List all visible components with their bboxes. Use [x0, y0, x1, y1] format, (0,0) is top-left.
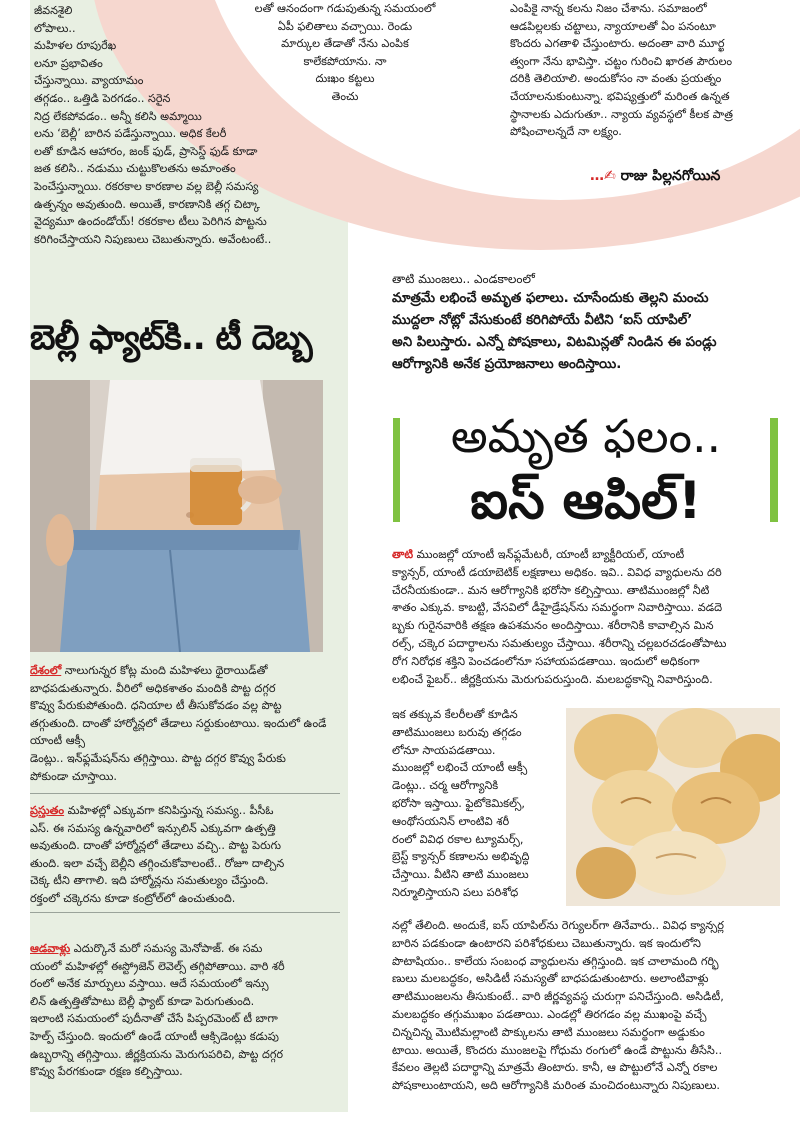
ice-apple-body-3: నల్లో తేలింది. అందుకే, ఐస్ యాపిల్‌ను రెగ్యులర్‌గా తినేవారు.. వివిధ క్యాన్సర్ల బారిన పడకుండా ఉంటారని పరిశోధకులు చెబుతున్నారు. ఇక ఇందులోని పొటాషియం.. కాలేయ సంబంధ వ్యాధులను తగ్గిస్తుంది. ఇక చాలామంది గర్భి ణులు మలబద్ధకం, అసిడిటీ సమస్యతో బాధపడుతుంటారు. అలాంటివాళ్లు తాటిముంజలను తీసుకుంటే.. వారి జీర్ణవ్యవస్థ చురుగ్గా పనిచేస్తుంది. అసిడిటీ, మలబద్ధకం తగ్గుముఖం పడతాయి. ఎండల్లో తిరగడం వల్ల ముఖంపై వచ్చే చిన్నచిన్న మొటిమల్లాంటి పొక్కులను తాటి ముంజలు సమర్థంగా అడ్డుకుం టాయి. అయితే, కొందరు ముంజలపై గోధుమ రంగులో ఉండే పొట్టును తీసేసి.. కేవలం తెల్లటి పదార్థాన్ని మాత్రమే తింటారు. కానీ, ఆ పొట్టులోనే ఎన్నో రకాల పోషకాలుంటాయని, అది ఆరోగ్యానికి మరింత మంచిదంటున్నారు నిపుణులు.: [392, 919, 724, 1093]
section-pcos-lead: ప్రస్తుతం: [30, 804, 65, 817]
belly-tea-photo: [30, 380, 323, 652]
ice-apple-photo: [566, 708, 780, 906]
section-thyroid-lead: దేశంలో: [30, 664, 62, 677]
belly-fat-headline: బెల్లీ ఫ్యాట్‌కి.. టీ దెబ్బ: [30, 318, 312, 358]
ice-apple-intro: [392, 270, 782, 376]
pen-icon: …✍: [590, 168, 621, 184]
section-divider: [30, 912, 340, 913]
ice-apple-headline-line2: ఐస్ ఆపిల్!: [470, 471, 702, 531]
story-middle-column: లతో ఆనందంగా గడుపుతున్న సమయంలో ఏపీ ఫలితాలు వచ్చాయి. రెండు మార్కుల తేడాతో నేను ఎంపిక కాలేకపోయాను. నా దుఃఖం కట్టలు తెంచు: [254, 2, 436, 103]
author-signature: [590, 168, 720, 187]
ice-apple-headline-line1: అమృత ఫలం..: [450, 409, 722, 463]
section-thyroid-text: నాలుగున్నర కోట్ల మంది మహిళలు థైరాయిడ్‌తో బాధపడుతున్నారు. వీరిలో అధికశాతం మందికి పొట్ట దగ్గర కొవ్వు పేరుకుపోతుంది. ధనియాల టీ తీసుకోవడం వల్ల పొట్ట తగ్గుతుంది. దాంతో హార్మోన్లలో తేడాలు సర్దుకుంటాయి. ఇందులో ఉండే యాంటీ ఆక్సీ డెంట్లు.. ఇన్‌ఫ్లమేషన్‌ను తగ్గిస్తాయి. పొట్ట దగ్గర కొవ్వు పేరుకు పోకుండా చూస్తాయి.: [30, 664, 327, 783]
section-thyroid: [30, 662, 340, 785]
ice-apple-body-1: [392, 546, 782, 688]
section-menopause-lead: ఆడవాళ్లు: [30, 942, 71, 955]
ice-apple-intro-line1: తాటి ముంజలు.. ఎండకాలంలో: [392, 272, 535, 286]
headline-bar-right: [770, 418, 778, 522]
author-name: రాజు పిల్లనగోయిన: [620, 168, 721, 184]
ice-apple-body-1-text: ముంజల్లో యాంటీ ఇన్‌ఫ్లమేటరీ, యాంటీ బ్యాక్టీరియల్, యాంటీ క్యాన్సర్, యాంటీ డయాబెటిక్ లక్షణాలు అధికం. ఇవి.. వివిధ వ్యాధులను దరి చేరనీయకుండా.. మన ఆరోగ్యానికి భరోసా కల్పిస్తాయి. తాటిముంజల్లో నీటి శాతం ఎక్కువ. కాబట్టి, వేసవిలో డీహైడ్రేషన్‌ను సమర్థంగా నివారిస్తాయి. వడదె బ్బకు గురైనవారికి తక్షణ ఉపశమనం అందిస్తాయి. శరీరానికి కావాల్సిన మిన రల్స్, చక్కెర పదార్థాలను సమతుల్యం చేస్తాయి. శరీరాన్ని చల్లబరచడంతోపాటు రోగ నిరోధక శక్తిని పెంచడంలోనూ సహాయపడతాయి. ఇందులో అధికంగా లభించే ఫైబర్.. జీర్ణక్రియను మెరుగుపరుస్తుంది. మలబద్ధకాన్ని నివారిస్తుంది.: [392, 548, 727, 686]
belly-intro-text: జీవనశైలి లోపాలు.. మహిళల రూపురేఖ లనూ ప్రభావితం చేస్తున్నాయి. వ్యాయామం తగ్గడం.. ఒత్తిడి పెరగడం.. సరైన నిద్ర లేకపోవడం.. అన్నీ కలిసి అమ్మాయి లను ‘బెల్లీ’ బారిన పడేస్తున్నాయి. అధిక కేలరీ లతో కూడిన ఆహారం, జంక్ ఫుడ్, ప్రాసెస్డ్ ఫుడ్ కూడా జత కలిసి.. నడుము చుట్టుకొలతను అమాంతం పెంచేస్తున్నాయి. రకరకాల కారణాల వల్ల బెల్లీ సమస్య ఉత్పన్నం అవుతుంది. అయితే, కారణానికి తగ్గ చిట్కా వైద్యమూ ఉందండోయ్! రకరకాల టీలు పెరిగిన పొట్టను కరిగించేస్తాయని నిపుణులు చెబుతున్నారు. అవేంటంటే..: [34, 4, 272, 246]
section-menopause-text: ఎదుర్కొనే మరో సమస్య మెనోపాజ్. ఈ సమ యంలో మహిళల్లో ఈస్ట్రోజెన్ లెవెల్స్ తగ్గిపోతాయి. వారి శరీ రంలో అనేక మార్పులు వస్తాయి. ఆదే సమయంలో ఇన్సు లిన్ ఉత్పత్తితోపాటు బెల్లీ ఫ్యాట్ కూడా పెరుగుతుంది. ఇలాంటి సమయంలో పుదీనాతో చేసే పిప్పరమెంట్ టీ బాగా హెల్ప్ చేస్తుంది. ఇందులో ఉండే యాంటీ ఆక్సిడెంట్లు కడుపు ఉబ్బరాన్ని తగ్గిస్తాయి. జీర్ణక్రియను మెరుగుపరిచి, పొట్ట దగ్గర కొవ్వు పేరగకుండా రక్షణ కల్పిస్తాయి.: [30, 942, 285, 1079]
headline-bar-left: [393, 418, 400, 522]
section-menopause: [30, 940, 340, 1081]
section-pcos-text: మహిళల్లో ఎక్కువగా కనిపిస్తున్న సమస్య.. పీసీఓ ఎస్. ఈ సమస్య ఉన్నవారిలో ఇన్సులిన్ ఎక్కువగా ఉత్పత్తి అవుతుంది. దాంతో హార్మోన్లలో తేడాలు వచ్చి.. పొట్ట పెరుగు తుంది. ఇలా వచ్చే బెల్లీని తగ్గించుకోవాలంటే.. రోజూ దాల్చిన చెక్క టీని తాగాలి. ఇది హార్మోన్లను సమతుల్యం చేస్తుంది. రక్తంలో చక్కెరను కూడా కంట్రోల్‌లో ఉంచుతుంది.: [30, 804, 285, 905]
section-pcos: [30, 802, 340, 908]
ice-apple-body-2: ఇక తక్కువ కేలరీలతో కూడిన తాటిముంజలు బరువు తగ్గడం లోనూ సాయపడతాయి. ముంజల్లో లభించే యాంటీ ఆక్సీ డెంట్లు.. చర్మ ఆరోగ్యానికి భరోసా ఇస్తాయి. ఫైటోకెమికల్స్, ఆంథోసయనిన్ లాంటివి శరీ రంలో వివిధ రకాల ట్యూమర్స్, బ్రెస్ట్ క్యాన్సర్ కణాలను అభివృద్ధి చేస్తాయి. వీటిని తాటి ముంజలు నిర్మూలిస్తాయని పలు పరిశోధ: [392, 708, 530, 899]
ice-apple-body-lead: తాటి: [392, 548, 414, 561]
ice-apple-intro-text: మాత్రమే లభించే అమృత ఫలాలు. చూసేందుకు తెల్లని మంచు ముద్దలా నోట్లో వేసుకుంటే కరిగిపోయే వీటిని ‘ఐస్ యాపిల్’ అని పిలుస్తారు. ఎన్నో పోషకాలు, విటమిన్లతో నిండిన ఈ పండ్లు ఆరోగ్యానికి అనేక ప్రయోజనాలు అందిస్తాయి.: [392, 291, 717, 372]
story-right-column: ఎంపికై నాన్న కలను నిజం చేశాను. సమాజంలో ఆడపిల్లలకు చట్టాలు, న్యాయాలతో ఏం పనంటూ కొందరు ఎగతాళి చేస్తుంటారు. అదంతా వారి మూర్ఖ త్వంగా నేను భావిస్తా. చట్టం గురించి ఖారత పౌరులం దరికి తెలియాలి. అందుకోసం నా వంతు ప్రయత్నం చేయాలనుకుంటున్నా. భవిష్యత్తులో మరింత ఉన్నత స్థానాలకు ఎదుగుతూ.. న్యాయ వ్యవస్థలో కీలక పాత్ర పోషించాలన్నదే నా లక్ష్యం.: [510, 2, 733, 139]
section-divider: [30, 793, 340, 794]
